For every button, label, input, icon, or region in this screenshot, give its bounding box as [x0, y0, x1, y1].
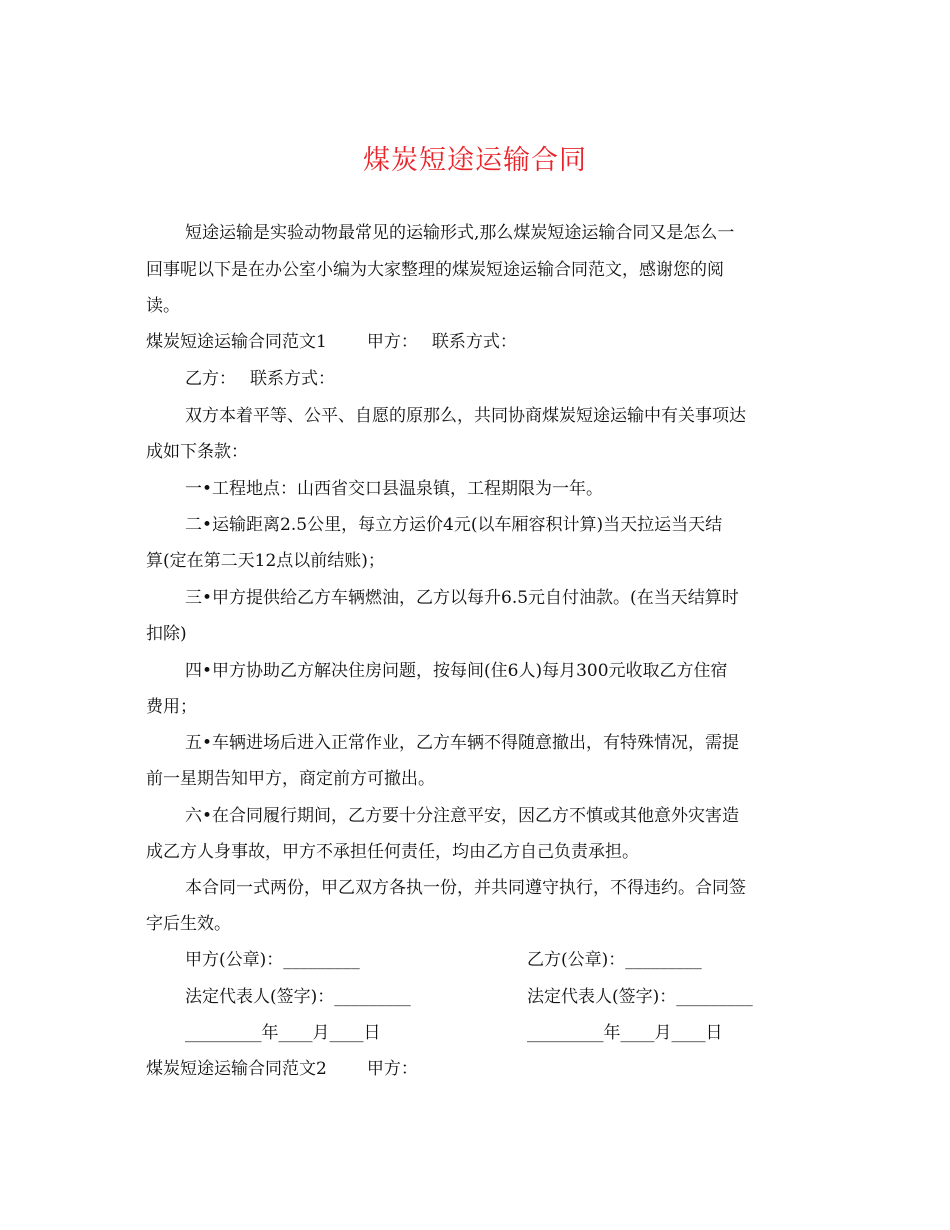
sample2-heading-row: [146, 1057, 418, 1081]
clause-1-line-1: 一•工程地点：山西省交口县温泉镇，工程期限为一年。: [185, 479, 604, 499]
clause-4-line-2: 费用；: [146, 697, 197, 717]
preamble-line-1: 双方本着平等、公平、自愿的原那么，共同协商煤炭短途运输中有关事项达: [185, 406, 746, 426]
intro-line-2: 回事呢以下是在办公室小编为大家整理的煤炭短途运输合同范文，感谢您的阅: [146, 260, 724, 280]
party-a-representative: 法定代表人(签字)：_________: [185, 987, 411, 1007]
clause-3-line-2: 扣除): [146, 624, 187, 644]
clause-2-line-1: 二•运输距离2.5公里，每立方运价4元(以车厢容积计算)当天拉运当天结: [185, 515, 723, 535]
intro-line-1: 短途运输是实验动物最常见的运输形式,那么煤炭短途运输合同又是怎么一: [185, 223, 735, 243]
clause-5-line-1: 五•车辆进场后进入正常作业，乙方车辆不得随意撤出，有特殊情况，需提: [185, 733, 740, 753]
sample1-party-b: 乙方：: [185, 369, 236, 389]
sample1-heading-row: [146, 330, 517, 354]
sample2-heading: 煤炭短途运输合同范文2: [146, 1059, 327, 1079]
clause-3-line-1: 三•甲方提供给乙方车辆燃油，乙方以每升6.5元自付油款。(在当天结算时: [185, 588, 739, 608]
party-b-representative: 法定代表人(签字)：_________: [527, 987, 753, 1007]
party-a-seal: 甲方(公章)：_________: [185, 950, 360, 970]
preamble-line-2: 成如下条款：: [146, 442, 248, 462]
party-b-date: _________年____月____日: [527, 1023, 723, 1043]
clause-2-line-2: 算(定在第二天12点以前结账)；: [146, 551, 385, 571]
clause-6-line-1: 六•在合同履行期间，乙方要十分注意平安，因乙方不慎或其他意外灾害造: [185, 806, 740, 826]
sample1-party-a-contact: 联系方式：: [431, 332, 517, 352]
sample2-party-a: 甲方：: [366, 1059, 418, 1079]
sample1-heading: 煤炭短途运输合同范文1: [146, 332, 327, 352]
party-b-seal: 乙方(公章)：_________: [527, 950, 702, 970]
closing-line-2: 字后生效。: [146, 914, 231, 934]
clause-4-line-1: 四•甲方协助乙方解决住房问题，按每间(住6人)每月300元收取乙方住宿: [185, 661, 728, 681]
clause-5-line-2: 前一星期告知甲方，商定前方可撤出。: [146, 769, 435, 789]
sample1-party-a: 甲方：: [366, 332, 418, 352]
sample1-party-b-row: [185, 367, 335, 391]
clause-6-line-2: 成乙方人身事故，甲方不承担任何责任，均由乙方自己负责承担。: [146, 842, 639, 862]
closing-line-1: 本合同一式两份，甲乙双方各执一份，并共同遵守执行，不得违约。合同签: [185, 878, 746, 898]
document-title: 煤炭短途运输合同: [363, 145, 587, 176]
intro-line-3: 读。: [146, 296, 180, 316]
party-a-date: _________年____月____日: [185, 1023, 381, 1043]
sample1-party-b-contact: 联系方式：: [250, 369, 335, 389]
